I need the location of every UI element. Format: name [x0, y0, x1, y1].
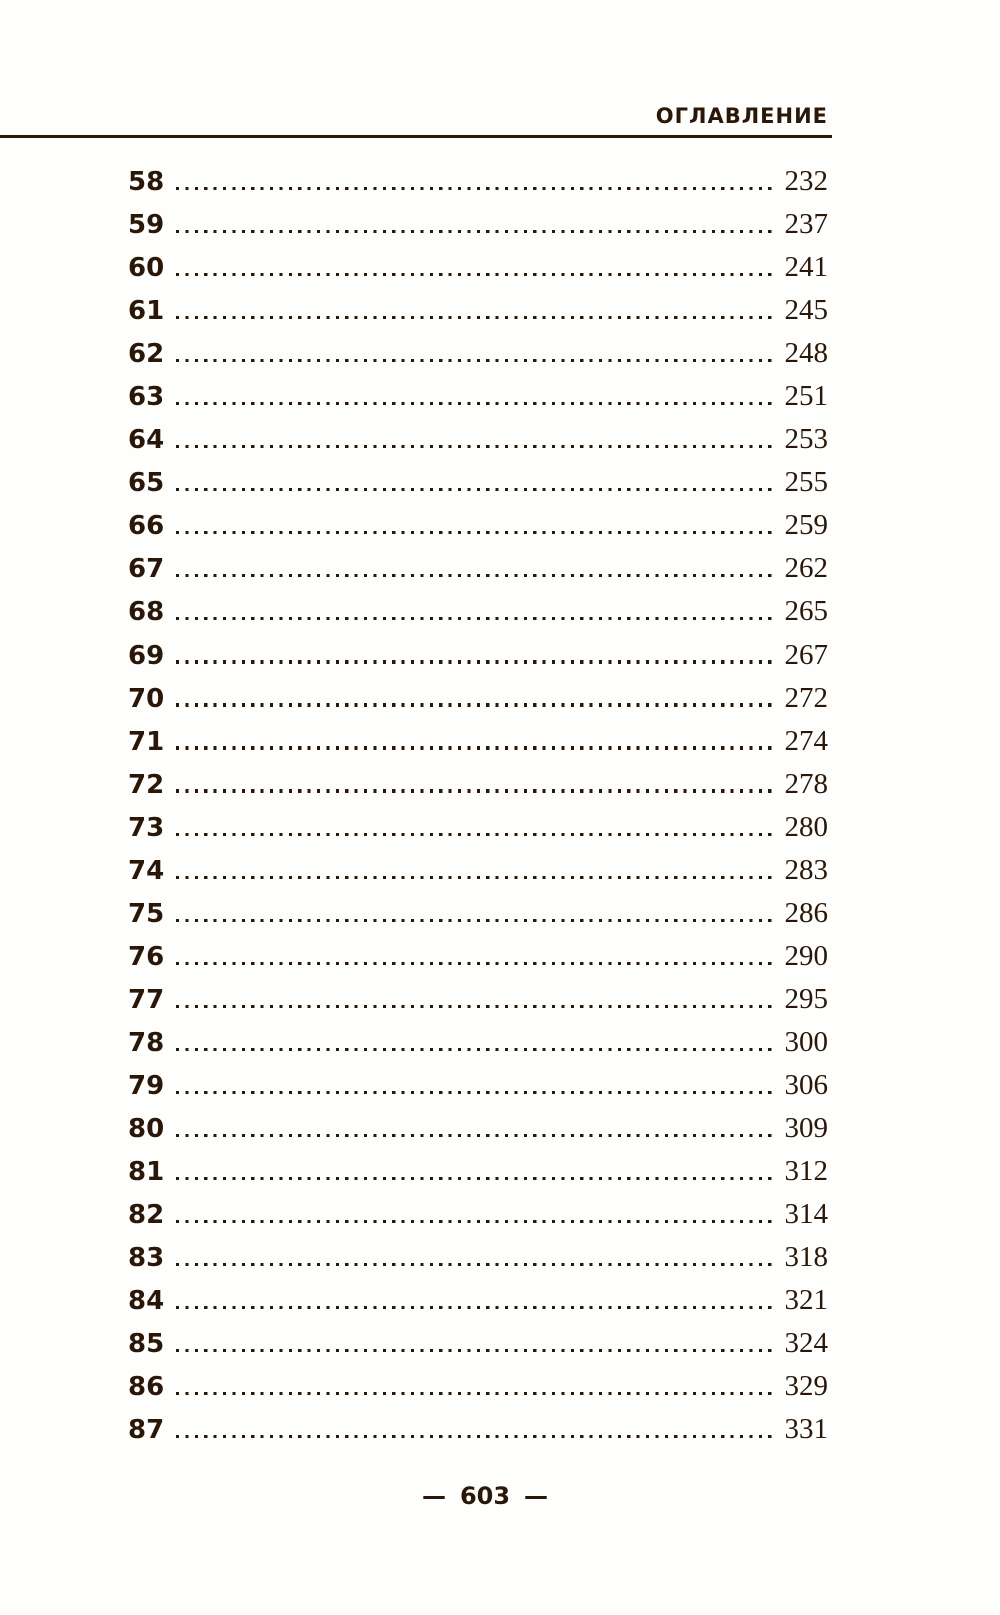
dot-leader — [176, 531, 776, 534]
chapter-number: 85 — [128, 1329, 165, 1360]
page-number: 274 — [784, 724, 828, 757]
toc-entry-row — [128, 547, 828, 590]
toc-entry-row — [128, 1150, 828, 1193]
dot-leader — [176, 617, 776, 620]
page-number: 267 — [784, 638, 828, 671]
folio-dash-left: — — [421, 1482, 446, 1510]
chapter-number: 87 — [128, 1415, 165, 1446]
page-number: 329 — [784, 1370, 828, 1403]
toc-list — [128, 160, 828, 1451]
toc-entry-row — [128, 246, 828, 289]
dot-leader — [176, 1220, 776, 1223]
page-number: 241 — [784, 251, 828, 284]
page-number: 272 — [784, 681, 828, 714]
page-number: 232 — [784, 165, 828, 197]
dot-leader — [176, 1005, 776, 1008]
chapter-number: 62 — [128, 339, 165, 370]
chapter-number: 73 — [128, 812, 165, 843]
page-title: ОГЛАВЛЕНИЕ — [655, 104, 828, 128]
dot-leader — [176, 1263, 776, 1266]
toc-entry-row — [128, 763, 828, 806]
page-number: 312 — [784, 1155, 828, 1188]
page-number: 265 — [784, 595, 828, 628]
dot-leader — [176, 488, 776, 491]
page-number: 248 — [784, 337, 828, 370]
chapter-number: 80 — [128, 1114, 165, 1145]
chapter-number: 61 — [128, 296, 165, 327]
toc-entry-row — [128, 1365, 828, 1408]
toc-entry-row — [128, 1021, 828, 1064]
page-number: 290 — [784, 939, 828, 972]
chapter-number: 66 — [128, 511, 165, 542]
chapter-number: 79 — [128, 1070, 165, 1101]
chapter-number: 65 — [128, 468, 165, 499]
toc-entry-row — [128, 418, 828, 461]
dot-leader — [176, 789, 776, 792]
page-number: 295 — [784, 982, 828, 1015]
toc-entry-row — [128, 1408, 828, 1451]
chapter-number: 77 — [128, 984, 165, 1015]
folio-number: 603 — [459, 1482, 511, 1510]
toc-entry-row — [128, 504, 828, 547]
header-rule — [0, 135, 832, 138]
dot-leader — [176, 746, 776, 749]
folio-dash-right: — — [524, 1482, 549, 1510]
chapter-number: 78 — [128, 1027, 165, 1058]
page-number: 262 — [784, 552, 828, 585]
page-number: 306 — [784, 1068, 828, 1101]
toc-entry-row — [128, 849, 828, 892]
dot-leader — [176, 1134, 776, 1137]
toc-entry-row — [128, 935, 828, 978]
toc-entry-row — [128, 677, 828, 720]
dot-leader — [176, 1177, 776, 1180]
toc-entry-row — [128, 1279, 828, 1322]
page-number: 280 — [784, 810, 828, 843]
page-number: 278 — [784, 767, 828, 800]
toc-entry-row — [128, 160, 828, 203]
dot-leader — [176, 445, 776, 448]
page-footer — [135, 1482, 835, 1510]
dot-leader — [176, 1349, 776, 1352]
dot-leader — [176, 1048, 776, 1051]
toc-entry-row — [128, 289, 828, 332]
toc-entry-row — [128, 720, 828, 763]
page-number: 237 — [784, 208, 828, 241]
toc-entry-row — [128, 590, 828, 633]
toc-entry-row — [128, 978, 828, 1021]
chapter-number: 64 — [128, 425, 165, 456]
dot-leader — [176, 402, 776, 405]
page-number: 245 — [784, 294, 828, 327]
chapter-number: 82 — [128, 1200, 165, 1231]
dot-leader — [176, 962, 776, 965]
page-number: 283 — [784, 853, 828, 886]
page-number: 255 — [784, 466, 828, 499]
dot-leader — [176, 1091, 776, 1094]
dot-leader — [176, 273, 776, 276]
toc-entry-row — [128, 806, 828, 849]
toc-entry-row — [128, 1236, 828, 1279]
page-number: 331 — [784, 1413, 828, 1446]
toc-entry-row — [128, 892, 828, 935]
page-number: 318 — [784, 1241, 828, 1274]
dot-leader — [176, 703, 776, 706]
page-number: 300 — [784, 1025, 828, 1058]
chapter-number: 76 — [128, 941, 165, 972]
toc-entry-row — [128, 375, 828, 418]
chapter-number: 63 — [128, 382, 165, 413]
chapter-number: 74 — [128, 855, 165, 886]
toc-entry-row — [128, 1064, 828, 1107]
page-number: 253 — [784, 423, 828, 456]
dot-leader — [176, 660, 776, 663]
chapter-number: 81 — [128, 1157, 165, 1188]
dot-leader — [176, 1435, 776, 1438]
page-number: 286 — [784, 896, 828, 929]
chapter-number: 86 — [128, 1372, 165, 1403]
chapter-number: 72 — [128, 769, 165, 800]
dot-leader — [176, 359, 776, 362]
chapter-number: 58 — [128, 167, 165, 197]
dot-leader — [176, 230, 776, 233]
chapter-number: 67 — [128, 554, 165, 585]
dot-leader — [176, 187, 776, 190]
toc-entry-row — [128, 634, 828, 677]
page-number: 309 — [784, 1112, 828, 1145]
chapter-number: 68 — [128, 597, 165, 628]
dot-leader — [176, 574, 776, 577]
page-number: 321 — [784, 1284, 828, 1317]
page-number: 251 — [784, 380, 828, 413]
page-number: 324 — [784, 1327, 828, 1360]
chapter-number: 70 — [128, 683, 165, 714]
page-number: 314 — [784, 1198, 828, 1231]
dot-leader — [176, 833, 776, 836]
chapter-number: 71 — [128, 726, 165, 757]
toc-entry-row — [128, 203, 828, 246]
toc-entry-row — [128, 1193, 828, 1236]
chapter-number: 59 — [128, 210, 165, 241]
toc-entry-row — [128, 1322, 828, 1365]
dot-leader — [176, 876, 776, 879]
chapter-number: 60 — [128, 253, 165, 284]
dot-leader — [176, 316, 776, 319]
page-number: 259 — [784, 509, 828, 542]
dot-leader — [176, 1392, 776, 1395]
toc-entry-row — [128, 461, 828, 504]
toc-entry-row — [128, 1107, 828, 1150]
dot-leader — [176, 1306, 776, 1309]
toc-entry-row — [128, 332, 828, 375]
chapter-number: 83 — [128, 1243, 165, 1274]
chapter-number: 75 — [128, 898, 165, 929]
chapter-number: 69 — [128, 640, 165, 671]
dot-leader — [176, 919, 776, 922]
chapter-number: 84 — [128, 1286, 165, 1317]
